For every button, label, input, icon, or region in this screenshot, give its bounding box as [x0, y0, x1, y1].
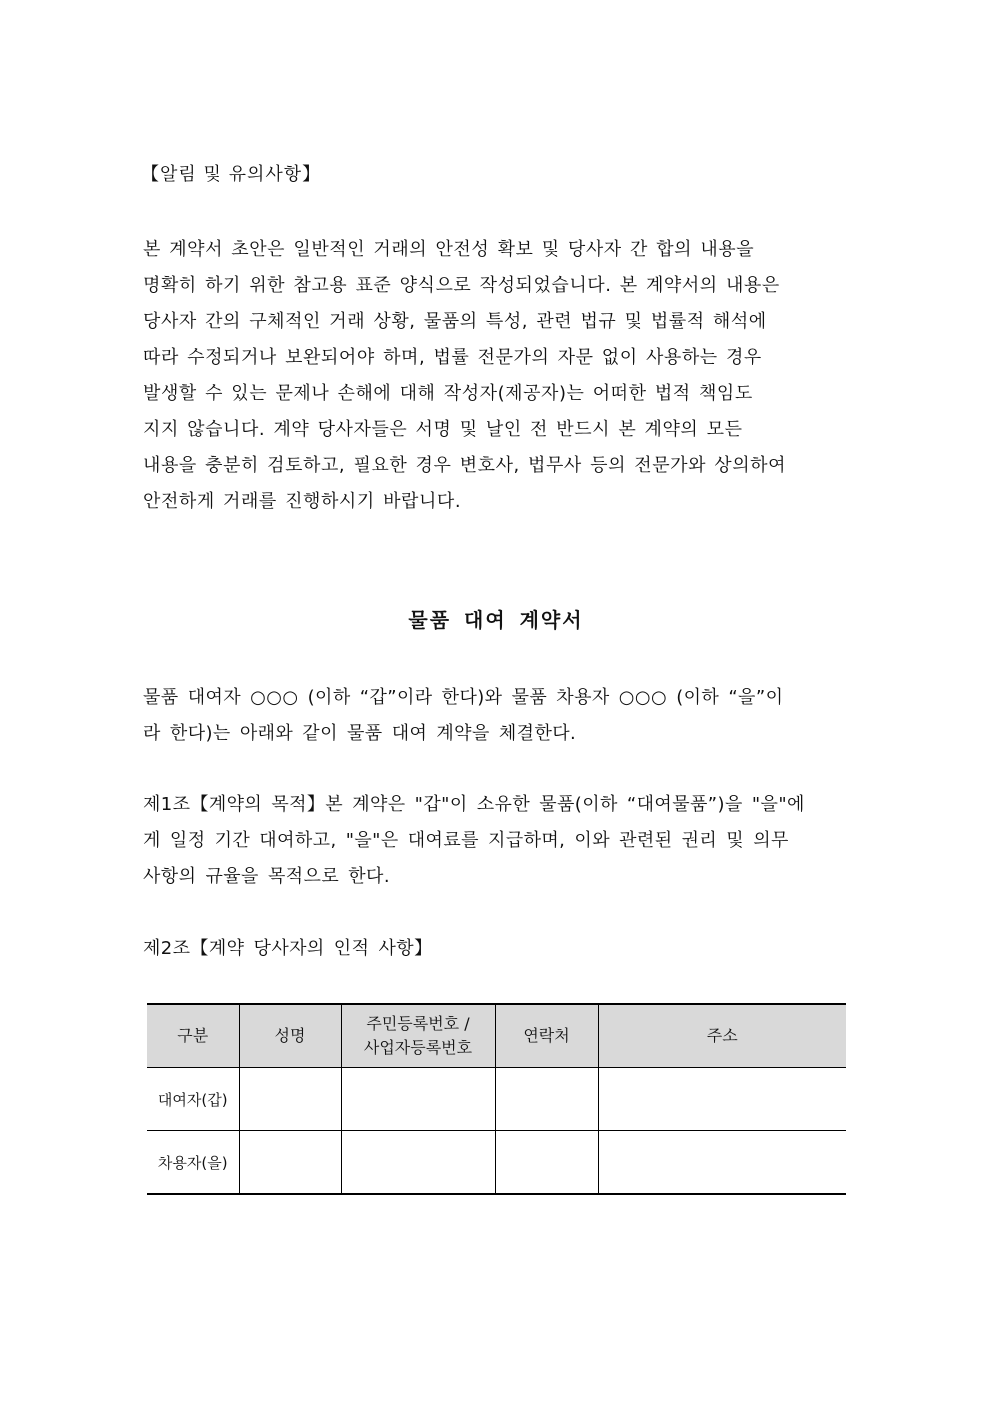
borrower-id-cell[interactable] [341, 1131, 495, 1195]
notice-line: 안전하게 거래를 진행하시기 바랍니다. [143, 491, 462, 512]
notice-line: 지지 않습니다. 계약 당사자들은 서명 및 날인 전 반드시 본 계약의 모든 [143, 419, 743, 440]
borrower-address-cell[interactable] [598, 1131, 846, 1195]
lender-name-cell[interactable] [239, 1068, 341, 1131]
notice-line: 따라 수정되거나 보완되어야 하며, 법률 전문가의 자문 없이 사용하는 경우 [143, 347, 762, 368]
document-title: 물품 대여 계약서 [408, 608, 584, 632]
borrower-name-cell[interactable] [239, 1131, 341, 1195]
header-id-number-line2: 사업자등록번호 [363, 1038, 473, 1057]
article-2 [143, 931, 853, 967]
row-label-lender: 대여자(갑) [147, 1068, 239, 1131]
article-1-line: 제1조【계약의 목적】본 계약은 "갑"이 소유한 물품(이하 “대여물품”)을 "을"에 [143, 794, 805, 815]
lender-address-cell[interactable] [598, 1068, 846, 1131]
notice-line: 당사자 간의 구체적인 거래 상황, 물품의 특성, 관련 법규 및 법률적 해석에 [143, 311, 767, 332]
article-1-line: 사항의 규율을 목적으로 한다. [143, 866, 390, 887]
header-id-number-line1: 주민등록번호 / [366, 1014, 470, 1033]
intro-line: 물품 대여자 ○○○ (이하 “갑”이라 한다)와 물품 차용자 ○○○ (이하 “을”이 [143, 687, 784, 708]
notice-line: 본 계약서 초안은 일반적인 거래의 안전성 확보 및 당사자 간 합의 내용을 [143, 239, 755, 260]
notice-body [143, 232, 863, 520]
header-contact: 연락처 [495, 1004, 598, 1068]
table-row-lender [147, 1068, 846, 1131]
header-id-number [341, 1004, 495, 1068]
intro-line: 라 한다)는 아래와 같이 물품 대여 계약을 체결한다. [143, 723, 577, 744]
row-label-borrower: 차용자(을) [147, 1131, 239, 1195]
borrower-contact-cell[interactable] [495, 1131, 598, 1195]
article-1-line: 게 일정 기간 대여하고, "을"은 대여료를 지급하며, 이와 관련된 권리 및 의무 [143, 830, 789, 851]
header-category: 구분 [147, 1004, 239, 1068]
article-1 [143, 787, 853, 895]
table-header-row [147, 1004, 846, 1068]
notice-line: 내용을 충분히 검토하고, 필요한 경우 변호사, 법무사 등의 전문가와 상의하여 [143, 455, 787, 476]
lender-id-cell[interactable] [341, 1068, 495, 1131]
header-address: 주소 [598, 1004, 846, 1068]
header-name: 성명 [239, 1004, 341, 1068]
notice-line: 명확히 하기 위한 참고용 표준 양식으로 작성되었습니다. 본 계약서의 내용은 [143, 275, 780, 296]
notice-title: 【알림 및 유의사항】 [141, 164, 322, 185]
party-info-table [147, 1003, 846, 1195]
lender-contact-cell[interactable] [495, 1068, 598, 1131]
article-2-title: 제2조【계약 당사자의 인적 사항】 [143, 938, 433, 959]
table-row-borrower [147, 1131, 846, 1195]
notice-line: 발생할 수 있는 문제나 손해에 대해 작성자(제공자)는 어떠한 법적 책임도 [143, 383, 753, 404]
intro-paragraph [143, 680, 853, 752]
